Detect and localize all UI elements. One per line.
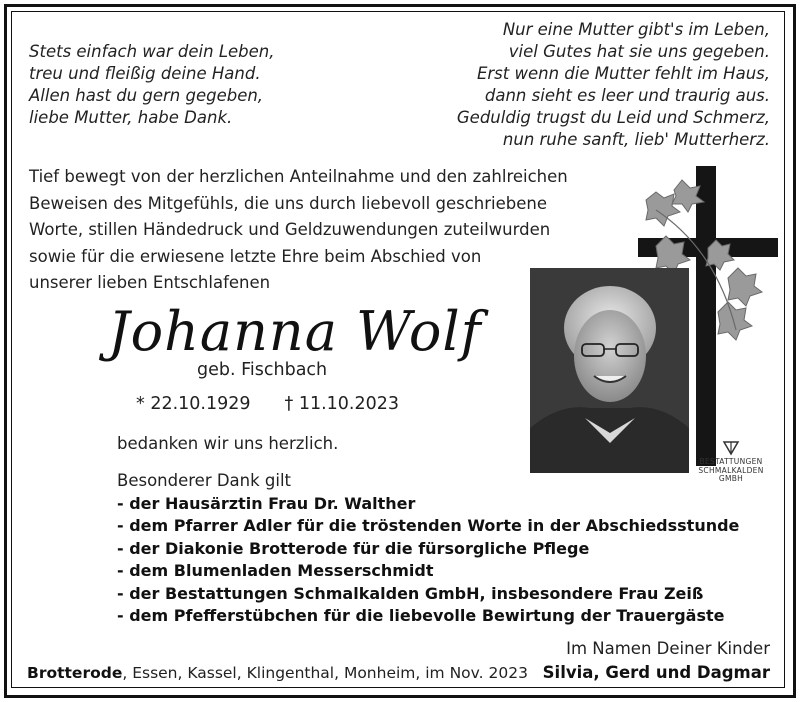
signature-names: Silvia, Gerd und Dagmar bbox=[542, 663, 770, 682]
places-rest: , Essen, Kassel, Klingenthal, Monheim, im Nov. 2023 bbox=[122, 664, 528, 682]
poem-right-line: dann sieht es leer und traurig aus. bbox=[484, 86, 770, 105]
poem-right-line: Erst wenn die Mutter fehlt im Haus, bbox=[476, 64, 770, 83]
maiden-name: geb. Fischbach bbox=[197, 360, 328, 380]
poem-right-line: viel Gutes hat sie uns gegeben. bbox=[508, 42, 770, 61]
poem-right-line: Nur eine Mutter gibt's im Leben, bbox=[502, 20, 770, 39]
place-bold: Brotterode bbox=[27, 664, 123, 682]
places-and-date bbox=[27, 664, 528, 682]
birth-date: * 22.10.1929 bbox=[136, 394, 251, 414]
intro-line: sowie für die erwiesene letzte Ehre beim Abschied von bbox=[29, 246, 482, 266]
intro-line: Tief bewegt von der herzlichen Anteilnahme und den zahlreichen bbox=[29, 167, 568, 186]
special-thanks-item: - dem Pfefferstübchen für die liebevolle Bewirtung der Trauergäste bbox=[117, 606, 725, 625]
signature-intro: Im Namen Deiner Kinder bbox=[566, 639, 770, 658]
intro-line: Beweisen des Mitgefühls, die uns durch liebevoll geschriebene bbox=[29, 193, 547, 213]
logo-line: BESTATTUNGEN bbox=[699, 457, 763, 466]
poem-left bbox=[29, 41, 275, 129]
death-date: † 11.10.2023 bbox=[284, 394, 400, 414]
special-thanks-item: - dem Pfarrer Adler für die tröstenden Worte in der Abschiedsstunde bbox=[117, 516, 740, 535]
intro-line: Worte, stillen Händedruck und Geldzuwendungen zuteilwurden bbox=[29, 220, 551, 239]
special-thanks-item: - der Bestattungen Schmalkalden GmbH, insbesondere Frau Zeiß bbox=[117, 583, 704, 603]
special-thanks-heading: Besonderer Dank gilt bbox=[117, 471, 292, 490]
poem-left-line: liebe Mutter, habe Dank. bbox=[29, 108, 233, 127]
poem-right-line: nun ruhe sanft, lieb' Mutterherz. bbox=[502, 130, 770, 149]
poem-left-line: Stets einfach war dein Leben, bbox=[29, 42, 275, 61]
special-thanks bbox=[117, 470, 739, 628]
poem-left-line: Allen hast du gern gegeben, bbox=[29, 86, 264, 105]
special-thanks-item: - dem Blumenladen Messerschmidt bbox=[117, 561, 434, 580]
deceased-name: Johanna Wolf bbox=[108, 300, 482, 363]
portrait-photo bbox=[530, 268, 689, 473]
poem-right-line: Geduldig trugst du Leid und Schmerz, bbox=[456, 108, 770, 127]
thanks-line: bedanken wir uns herzlich. bbox=[117, 434, 339, 453]
logo-line: GMBH bbox=[718, 474, 744, 483]
signature bbox=[543, 637, 770, 685]
logo-line: SCHMALKALDEN bbox=[698, 465, 764, 475]
funeral-home-logo-icon bbox=[722, 440, 740, 456]
intro-text bbox=[29, 164, 568, 297]
funeral-home-logo bbox=[691, 440, 771, 484]
poem-right bbox=[457, 19, 770, 151]
special-thanks-item: - der Hausärztin Frau Dr. Walther bbox=[117, 493, 416, 513]
intro-line: unserer lieben Entschlafenen bbox=[29, 273, 271, 292]
special-thanks-item: - der Diakonie Brotterode für die fürsorgliche Pflege bbox=[117, 538, 590, 558]
poem-left-line: treu und fleißig deine Hand. bbox=[29, 64, 261, 83]
life-dates bbox=[136, 394, 399, 414]
